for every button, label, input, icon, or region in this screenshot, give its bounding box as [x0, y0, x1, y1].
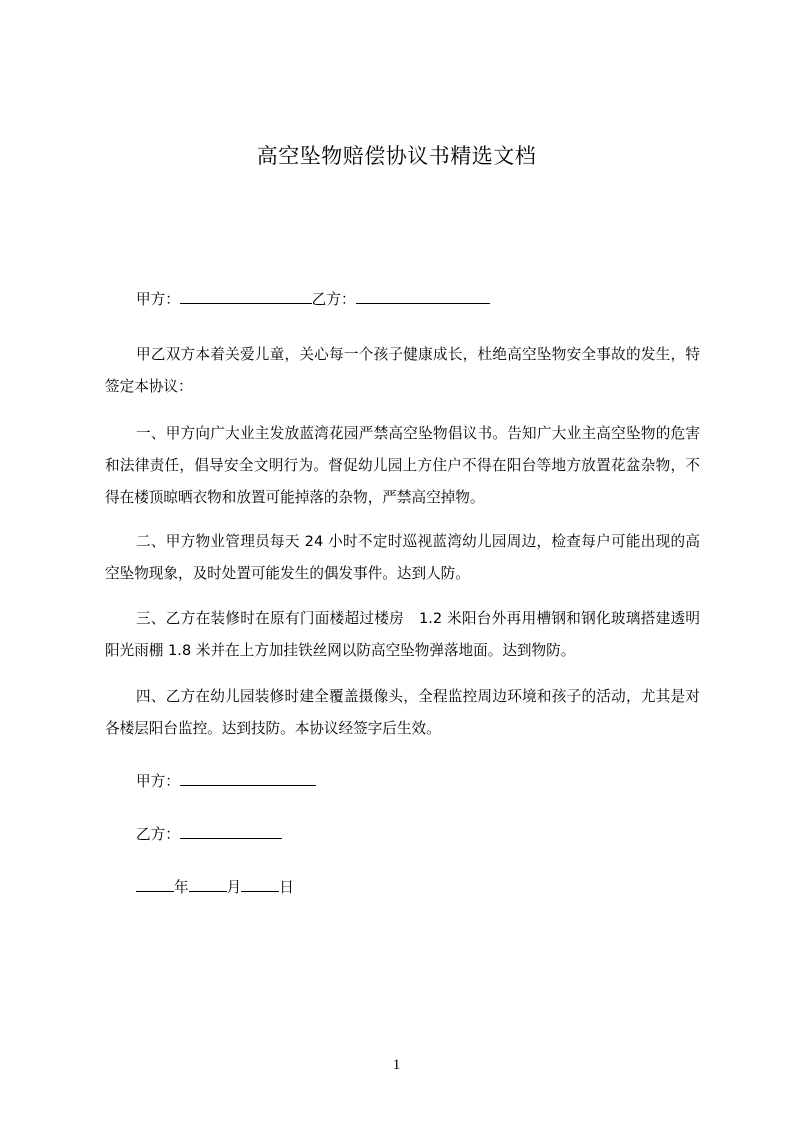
month-label: 月 — [226, 879, 242, 896]
clause-2-paragraph: 二、甲方物业管理员每天 24 小时不定时巡视蓝湾幼儿园周边，检查每户可能出现的高空坠物现象，及时处置可能发生的偶发事件。达到人防。 — [105, 533, 700, 582]
year-blank — [136, 876, 174, 892]
party-line — [136, 288, 490, 311]
clause-1-paragraph: 一、甲方向广大业主发放蓝湾花园严禁高空坠物倡议书。告知广大业主高空坠物的危害和法律责任，倡导安全文明行为。督促幼儿园上方住户不得在阳台等地方放置花盆杂物，不得在楼顶晾晒衣物和放置可能掉落的杂物，严禁高空掉物。 — [105, 425, 700, 506]
clause-4-paragraph: 四、乙方在幼儿园装修时建全覆盖摄像头，全程监控周边环境和孩子的活动，尤其是对各楼层阳台监控。达到技防。本协议经签字后生效。 — [105, 688, 700, 737]
page-number: 1 — [392, 1057, 401, 1073]
year-label: 年 — [174, 879, 189, 896]
day-label: 日 — [279, 879, 294, 896]
signature-party-b — [136, 823, 282, 846]
signature-party-b-label: 乙方： — [136, 826, 180, 843]
signature-party-a-blank — [180, 770, 316, 786]
signature-party-a — [136, 770, 316, 793]
day-blank — [241, 876, 279, 892]
month-blank — [189, 876, 227, 892]
party-a-label: 甲方： — [136, 291, 180, 308]
signature-party-a-label: 甲方： — [136, 773, 180, 790]
party-b-blank — [356, 288, 490, 304]
party-a-blank — [180, 288, 312, 304]
party-b-label: 乙方： — [311, 291, 356, 308]
preamble-paragraph: 甲乙双方本着关爱儿童，关心每一个孩子健康成长，杜绝高空坠物安全事故的发生，特签定本协议： — [105, 346, 700, 395]
date-line — [136, 876, 294, 899]
clause-3-paragraph: 三、乙方在装修时在原有门面楼超过楼房 1.2 米阳台外再用槽钢和钢化玻璃搭建透明阳光雨棚 1.8 米并在上方加挂铁丝网以防高空坠物弹落地面。达到物防。 — [105, 610, 700, 659]
signature-party-b-blank — [180, 823, 282, 839]
document-title: 高空坠物赔偿协议书精选文档 — [256, 144, 537, 168]
